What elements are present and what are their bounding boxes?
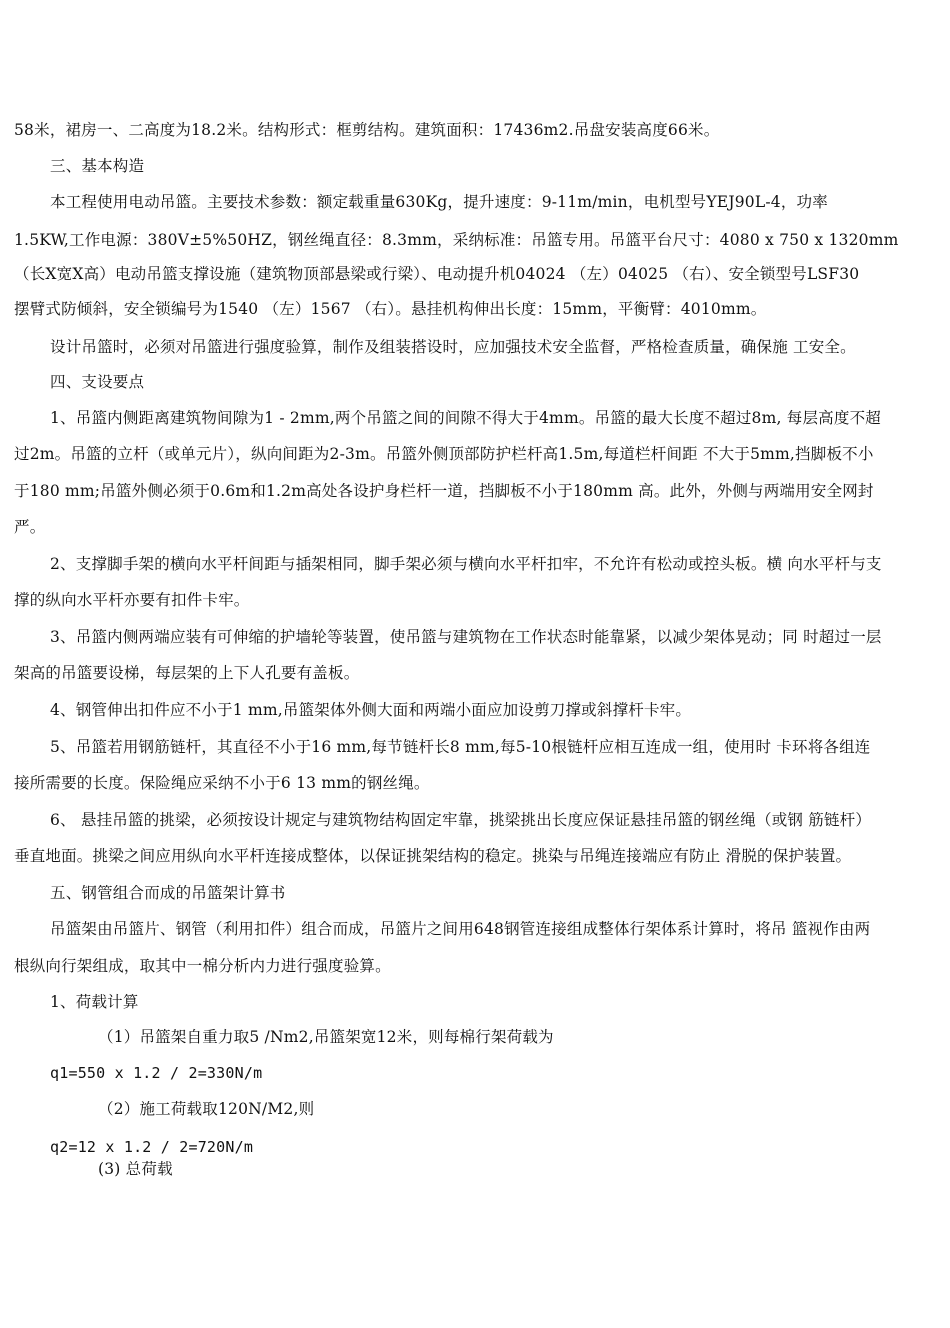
text-line: 根纵向行架组成，取其中一棉分析内力进行强度验算。	[14, 957, 391, 975]
section-heading: 三、基本构造	[50, 157, 145, 175]
text-line: 架高的吊篮要设梯，每层架的上下人孔要有盖板。	[14, 664, 360, 682]
text-line: 撑的纵向水平杆亦要有扣件卡牢。	[14, 591, 250, 609]
text-line: 严。	[14, 518, 46, 536]
formula-line: q1=550 x 1.2 / 2=330N/m	[50, 1064, 263, 1082]
formula-line: q2=12 x 1.2 / 2=720N/m	[50, 1138, 254, 1156]
text-line: （长X宽X高）电动吊篮支撑设施（建筑物顶部悬梁或行梁）、电动提升机04024 （左）04025 （右）、安全锁型号LSF30	[14, 265, 860, 283]
text-line: 6、 悬挂吊篮的挑梁，必须按设计规定与建筑物结构固定牢靠，挑梁挑出长度应保证悬挂吊篮的钢丝绳（或钢 筋链杆）	[50, 811, 872, 829]
text-line: （2）施工荷载取120N/M2,则	[98, 1100, 315, 1118]
subsection-heading: 1、荷载计算	[50, 993, 139, 1011]
text-line: 接所需要的长度。保险绳应采纳不小于6 13 mm的钢丝绳。	[14, 774, 430, 792]
text-line: （1）吊篮架自重力取5 /Nm2,吊篮架宽12米，则每棉行架荷载为	[98, 1028, 554, 1046]
text-line: 1、吊篮内侧距离建筑物间隙为1 - 2mm,两个吊篮之间的间隙不得大于4mm。吊篮的最大长度不超过8m, 每层高度不超	[50, 409, 881, 427]
text-line: 垂直地面。挑梁之间应用纵向水平杆连接成整体，以保证挑架结构的稳定。挑染与吊绳连接端应有防止 滑脱的保护装置。	[14, 847, 852, 865]
text-line: 1.5KW,工作电源：380V±5%50HZ，钢丝绳直径：8.3mm，采纳标准：吊篮专用。吊篮平台尺寸：4080 x 750 x 1320mm	[14, 231, 899, 249]
text-line: 本工程使用电动吊篮。主要技术参数：额定载重量630Kg，提升速度：9-11m/min，电机型号YEJ90L-4，功率	[50, 193, 828, 211]
text-line: 5、吊篮若用钢筋链杆，其直径不小于16 mm,每节链杆长8 mm,每5-10根链杆应相互连成一组，使用时 卡环将各组连	[50, 738, 871, 756]
text-line: 2、支撑脚手架的横向水平杆间距与插架相同，脚手架必须与横向水平杆扣牢，不允许有松动或控头板。横 向水平杆与支	[50, 555, 882, 573]
text-line: 过2m。吊篮的立杆（或单元片），纵向间距为2-3m。吊篮外侧顶部防护栏杆高1.5m,每道栏杆间距 不大于5mm,挡脚板不小	[14, 445, 874, 463]
section-heading: 五、钢管组合而成的吊篮架计算书	[50, 884, 286, 902]
section-heading: 四、支设要点	[50, 373, 145, 391]
text-line: 摆臂式防倾斜，安全锁编号为1540 （左）1567 （右）。悬挂机构伸出长度：15mm，平衡臂：4010mm。	[14, 300, 767, 318]
text-line: 设计吊篮时，必须对吊篮进行强度验算，制作及组装搭设时，应加强技术安全监督，严格检查质量，确保施 工安全。	[50, 338, 856, 356]
text-line: 4、钢管伸出扣件应不小于1 mm,吊篮架体外侧大面和两端小面应加设剪刀撑或斜撑杆卡牢。	[50, 701, 692, 719]
text-line: 58米，裙房一、二高度为18.2米。结构形式：框剪结构。建筑面积：17436m2.吊盘安装高度66米。	[14, 121, 720, 139]
text-line: (3) 总荷载	[98, 1160, 173, 1178]
text-line: 吊篮架由吊篮片、钢管（利用扣件）组合而成，吊篮片之间用648钢管连接组成整体行架体系计算时，将吊 篮视作由两	[50, 920, 871, 938]
text-line: 于180 mm;吊篮外侧必须于0.6m和1.2m高处各设护身栏杆一道，挡脚板不小于180mm 高。此外，外侧与两端用安全网封	[14, 482, 874, 500]
text-line: 3、吊篮内侧两端应装有可伸缩的护墙轮等装置，使吊篮与建筑物在工作状态时能靠紧，以减少架体晃动；同 时超过一层	[50, 628, 882, 646]
